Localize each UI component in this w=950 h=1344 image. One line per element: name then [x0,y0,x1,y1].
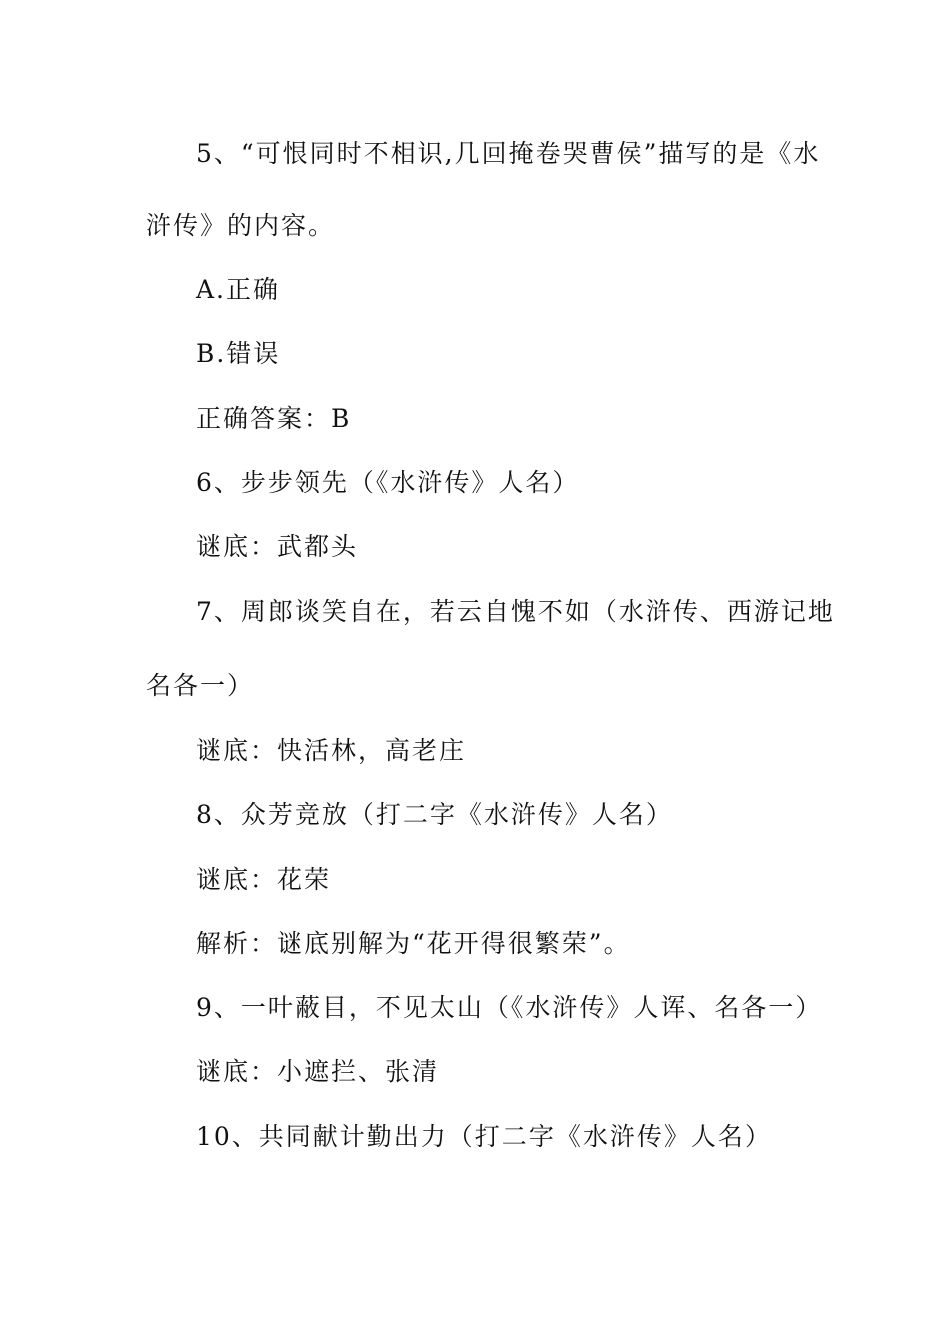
answer-9: 谜底：小遮拦、张清 [196,1057,440,1086]
explanation-8: 解析：谜底别解为“花开得很繁荣”。 [196,929,631,958]
option-b: B.错误 [196,339,281,368]
option-a: A.正确 [196,275,281,304]
question-7-line-1: 7、周郎谈笑自在，若云自愧不如（水浒传、西游记地 [196,597,835,626]
answer-8: 谜底：花荣 [196,865,332,894]
question-5-line-1: 5、“可恨同时不相识,几回掩卷哭曹侯”描写的是《水 [196,139,821,168]
answer-6: 谜底：武都头 [196,532,359,561]
answer-5: 正确答案：B [196,404,352,433]
question-6: 6、步步领先（《水浒传》人名） [196,468,580,497]
question-9: 9、一叶蔽目，不见太山（《水浒传》人诨、名各一） [196,993,823,1022]
question-8: 8、众芳竞放（打二字《水浒传》人名） [196,800,673,829]
answer-7: 谜底：快活林，高老庄 [196,736,467,765]
question-5-line-2: 浒传》的内容。 [146,211,336,240]
question-7-line-2: 名各一） [146,671,255,700]
question-10: 10、共同献计勤出力（打二字《水浒传》人名） [196,1122,772,1151]
